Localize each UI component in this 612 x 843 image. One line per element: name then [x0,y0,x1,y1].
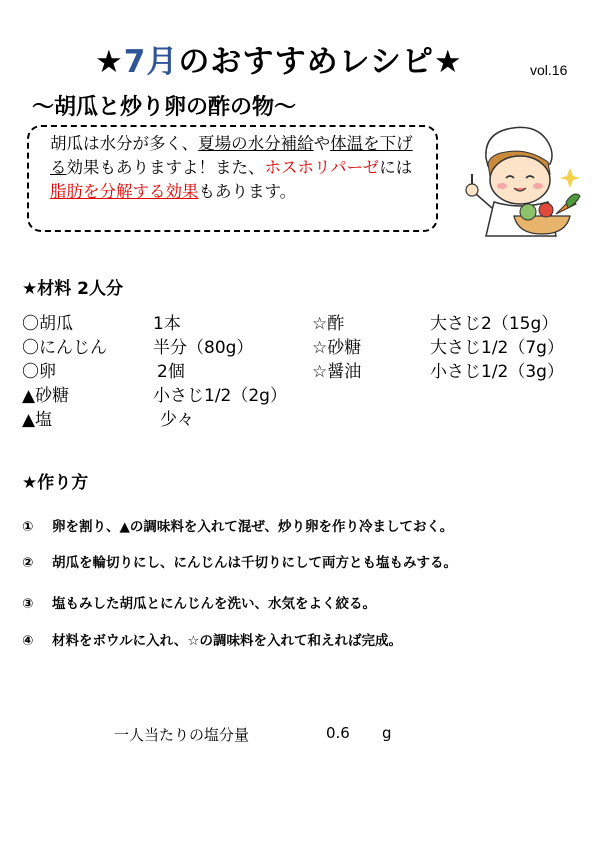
ingredient-amount: 大さじ2（15g） [430,314,559,334]
note-text [50,132,426,204]
note-segment: 効果もありますよ！また、 [66,158,265,177]
ingredient-amount: 少々 [160,410,194,430]
salt-label: 一人当たりの塩分量 [114,726,250,744]
method-step [22,551,457,571]
ingredient-name: ☆砂糖 [312,338,362,358]
note-underlined: 夏場の水分補給 [198,134,314,153]
step-text: 材料をボウルに入れ、☆の調味料を入れて和えれば完成。 [52,633,403,649]
note-segment: や [313,134,331,153]
step-number: ④ [22,633,34,649]
ingredient-amount: 半分（80g） [153,338,254,358]
note-highlight: ホスホリパーゼ [264,158,380,177]
step-text: 卵を割り、▲の調味料を入れて混ぜ、炒り卵を作り冷ましておく。 [52,519,454,535]
step-text: 胡瓜を輪切りにし、にんじんは千切りにして両方とも塩もみする。 [52,555,457,571]
ingredient-amount: 小さじ1/2（3g） [430,362,564,382]
method-step [22,515,453,535]
title-rest: のおすすめレシピ★ [178,44,463,80]
ingredient-amount: 小さじ1/2（2g） [153,386,287,406]
ingredient-name: ☆酢 [312,314,345,334]
note-underlined: 体温を下げる [50,134,413,177]
ingredient-name: ▲砂糖 [22,386,70,406]
ingredient-amount: 2個 [157,362,185,382]
step-number: ② [22,555,34,571]
chef-illustration [458,118,584,238]
salt-unit: g [382,724,392,742]
ingredient-name: 〇にんじん [22,338,107,358]
note-highlight-underlined: 脂肪を分解する効果 [50,182,199,201]
volume-number: vol.16 [530,62,568,78]
step-number: ① [22,519,34,535]
note-segment: もあります。 [198,182,297,201]
title-prefix: ★ [95,44,124,80]
ingredient-amount: 大さじ1/2（7g） [430,338,564,358]
ingredient-name: ☆醤油 [312,362,362,382]
recipe-name: ～胡瓜と炒り卵の酢の物～ [32,95,297,120]
ingredients-heading: ★材料 2人分 [22,279,123,299]
note-segment: 胡瓜は水分が多く、 [50,134,199,153]
method-step [22,629,402,649]
salt-value: 0.6 [326,724,350,742]
ingredient-name: 〇胡瓜 [22,314,73,334]
step-number: ③ [22,596,34,612]
ingredient-amount: 1本 [153,314,181,334]
method-heading: ★作り方 [22,473,89,493]
note-segment: には [379,158,413,177]
page-title [95,36,515,78]
method-step [22,592,376,612]
step-text: 塩もみした胡瓜とにんじんを洗い、水気をよく絞る。 [52,596,376,612]
ingredient-name: ▲塩 [22,410,53,430]
title-month: 7月 [123,44,179,80]
ingredient-name: 〇卵 [22,362,56,382]
